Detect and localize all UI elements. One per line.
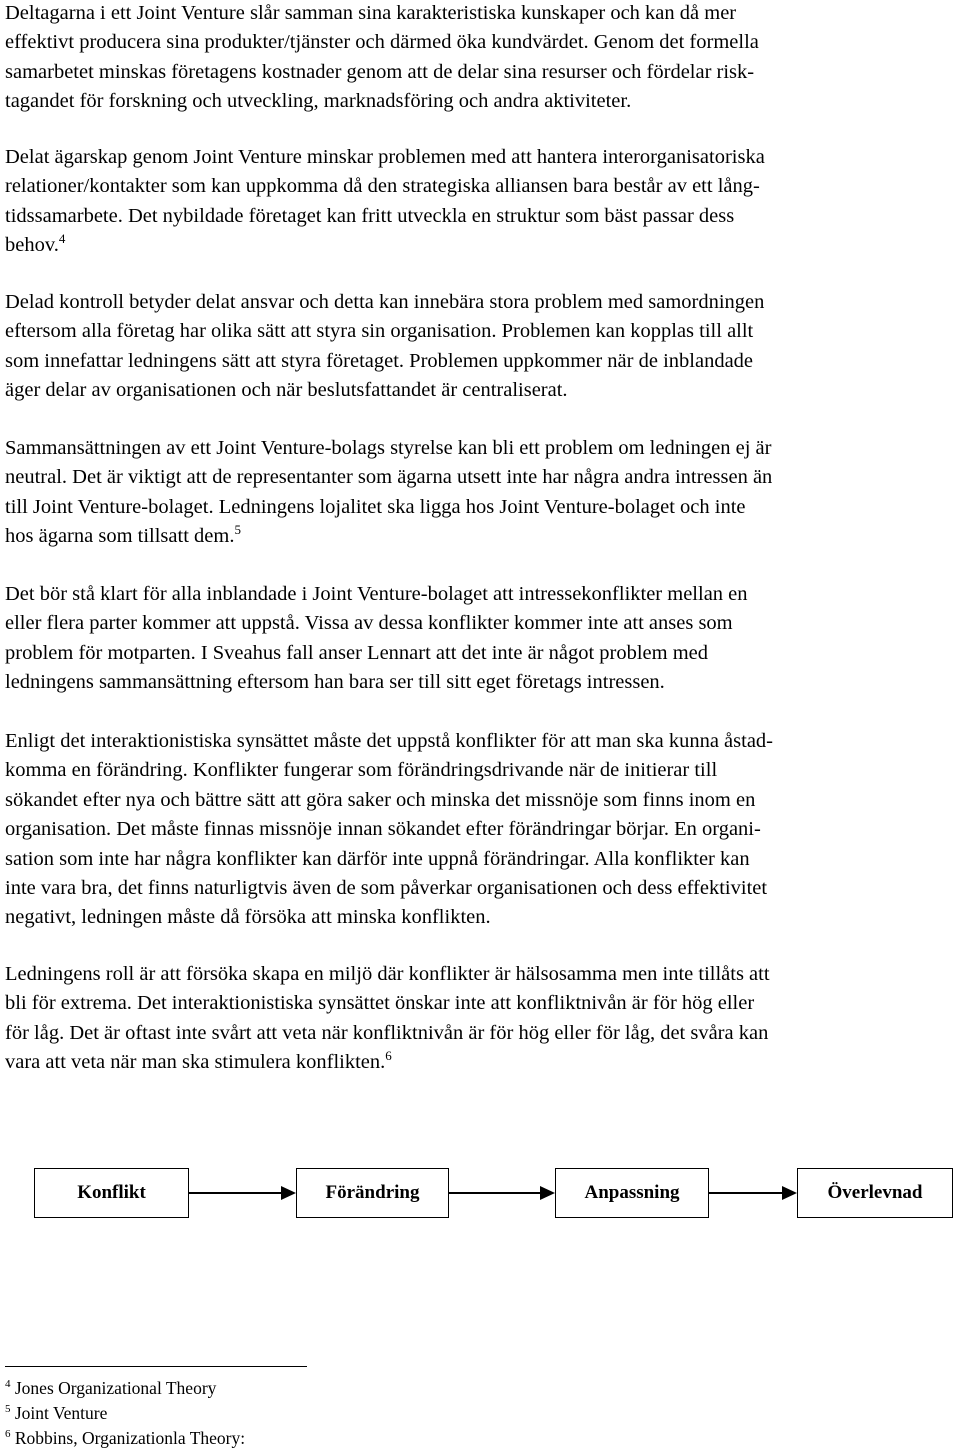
text-line: sation som inte har några konflikter kan därför inte uppnå förändringar. Alla konflikter kan bbox=[5, 847, 750, 870]
footnote-5 bbox=[5, 1402, 107, 1424]
footnote-4 bbox=[5, 1377, 216, 1399]
text-line-content: behov. bbox=[5, 234, 59, 257]
text-line: tidssamarbete. Det nybildade företaget kan fritt utveckla en struktur som bäst passar dess bbox=[5, 204, 735, 227]
paragraph-7 bbox=[5, 960, 960, 1078]
text-line: ledningens sammansättning eftersom han bara ser till sitt eget företags intressen. bbox=[5, 671, 665, 694]
diagram-box-anpassning: Anpassning bbox=[555, 1168, 709, 1218]
paragraph-4 bbox=[5, 434, 955, 552]
footnote-number: 4 bbox=[5, 1378, 11, 1391]
text-line: Deltagarna i ett Joint Venture slår samman sina karakteristiska kunskaper och kan då mer bbox=[5, 2, 737, 24]
paragraph-6 bbox=[5, 727, 960, 933]
text-line: eftersom alla företag har olika sätt att styra sin organisation. Problemen kan kopplas till allt bbox=[5, 320, 754, 343]
text-line: problem för motparten. I Sveahus fall anser Lennart att det inte är något problem med bbox=[5, 641, 709, 664]
paragraph-5 bbox=[5, 580, 955, 698]
text-line: komma en förändring. Konflikter fungerar som förändringsdrivande när de initierar till bbox=[5, 759, 718, 782]
text-line: inte vara bra, det finns naturligtvis även de som påverkar organisationen och dess effektivitet bbox=[5, 877, 768, 900]
text-line: Det bör stå klart för alla inblandade i Joint Venture-bolaget att intressekonflikter mellan en bbox=[5, 583, 748, 605]
text-line: bli för extrema. Det interaktionistiska synsättet önskar inte att konfliktnivån är för hög eller bbox=[5, 992, 755, 1015]
diagram-box-overlevnad: Överlevnad bbox=[797, 1168, 953, 1218]
text-line: till Joint Venture-bolaget. Ledningens lojalitet ska ligga hos Joint Venture-bolaget och inte bbox=[5, 495, 746, 518]
arrow-right-icon bbox=[189, 1181, 296, 1205]
text-line: äger delar av organisationen och när beslutsfattandet är centraliserat. bbox=[5, 379, 568, 402]
text-line: Delad kontroll betyder delat ansvar och detta kan innebära stora problem med samordningen bbox=[5, 291, 765, 313]
paragraph-3 bbox=[5, 288, 955, 406]
diagram-box-konflikt: Konflikt bbox=[34, 1168, 189, 1218]
diagram-box-forandring: Förändring bbox=[296, 1168, 449, 1218]
text-line: Sammansättningen av ett Joint Venture-bolags styrelse kan bli ett problem om ledningen ej är bbox=[5, 437, 772, 459]
footnote-ref[interactable]: 4 bbox=[58, 231, 66, 247]
arrow-right-icon bbox=[449, 1181, 555, 1205]
text-line: organisation. Det måste finnas missnöje innan sökandet efter förändringar börjar. En organi- bbox=[5, 818, 761, 841]
text-line-content: hos ägarna som tillsatt dem. bbox=[5, 525, 235, 548]
flow-diagram bbox=[0, 1168, 960, 1224]
text-line: som innefattar ledningens sätt att styra företaget. Problemen uppkommer när de inblandade bbox=[5, 349, 754, 372]
text-line: Enligt det interaktionistiska synsättet måste det uppstå konflikter för att man ska kunna åstad- bbox=[5, 730, 773, 752]
text-line: negativt, ledningen måste då försöka att minska konflikten. bbox=[5, 906, 491, 929]
text-line: samarbetet minskas företagens kostnader genom att de delar sina resurser och fördelar risk- bbox=[5, 60, 755, 83]
footnote-separator bbox=[5, 1366, 307, 1367]
footnote-text: Jones Organizational Theory bbox=[14, 1378, 217, 1398]
text-line: relationer/kontakter som kan uppkomma då den strategiska alliansen bara består av ett lång- bbox=[5, 175, 760, 198]
text-line: effektivt producera sina produkter/tjänster och därmed öka kundvärdet. Genom det formella bbox=[5, 31, 759, 54]
footnote-ref[interactable]: 5 bbox=[234, 522, 241, 538]
text-line bbox=[5, 231, 955, 260]
text-line: för låg. Det är oftast inte svårt att veta när konfliktnivån är för hög eller för låg, det svåra kan bbox=[5, 1021, 769, 1044]
text-line: neutral. Det är viktigt att de representanter som ägarna utsett inte har några andra intressen än bbox=[5, 466, 773, 489]
text-line-content: vara att veta när man ska stimulera konflikten. bbox=[5, 1051, 386, 1074]
text-line: tagandet för forskning och utveckling, marknadsföring och andra aktiviteter. bbox=[5, 90, 632, 113]
footnote-number: 6 bbox=[5, 1428, 11, 1441]
text-line: Delat ägarskap genom Joint Venture minskar problemen med att hantera interorganisatoriska bbox=[5, 146, 765, 168]
paragraph-1 bbox=[5, 0, 950, 117]
arrow-right-icon bbox=[709, 1181, 797, 1205]
footnote-number: 5 bbox=[5, 1403, 11, 1416]
paragraph-2 bbox=[5, 143, 955, 261]
text-line: Ledningens roll är att försöka skapa en miljö där konflikter är hälsosamma men inte tillåts att bbox=[5, 963, 770, 985]
footnote-text: Joint Venture bbox=[14, 1403, 108, 1423]
footnote-text: Robbins, Organizationla Theory: bbox=[14, 1428, 246, 1448]
text-line: eller flera parter kommer att uppstå. Vissa av dessa konflikter kommer inte att anses som bbox=[5, 612, 733, 635]
text-line bbox=[5, 1048, 960, 1077]
text-line: sökandet efter nya och bättre sätt att göra saker och minska det missnöje som finns inom en bbox=[5, 788, 756, 811]
footnote-6 bbox=[5, 1427, 245, 1449]
footnote-ref[interactable]: 6 bbox=[385, 1048, 392, 1064]
text-line bbox=[5, 522, 955, 551]
